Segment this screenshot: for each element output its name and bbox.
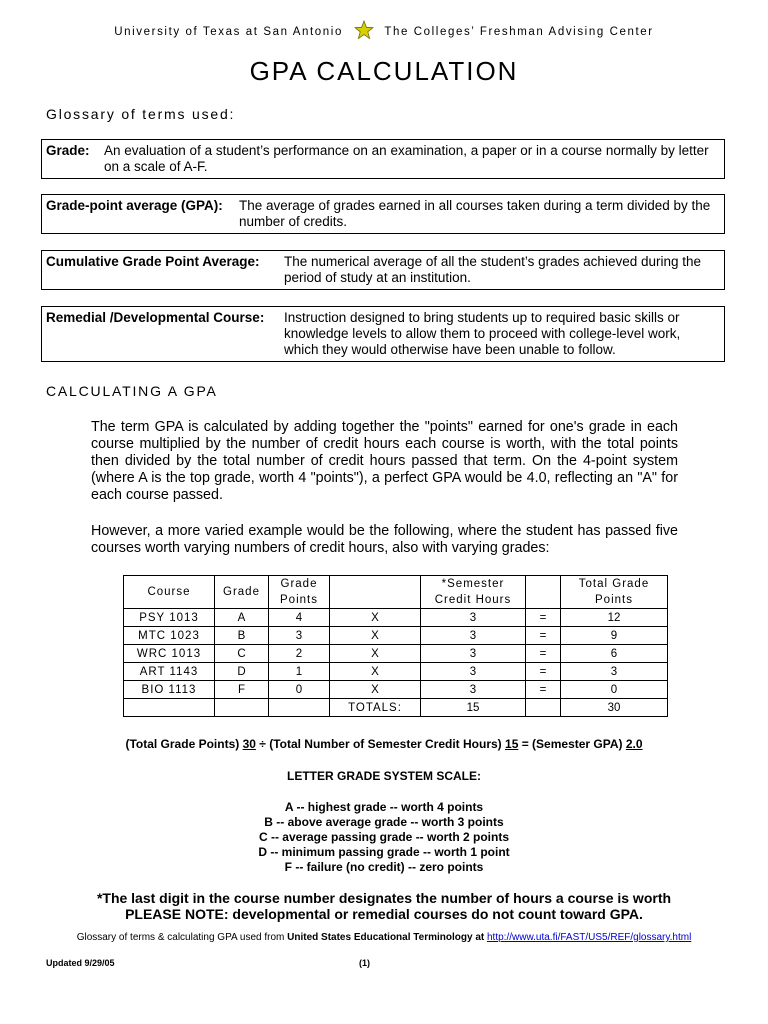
glossary-term: Cumulative Grade Point Average: xyxy=(46,254,260,269)
page-header xyxy=(0,20,768,40)
paragraph-example: However, a more varied example would be the following, where the student has passed five courses worth varying numbers of credit hours, also with varying grades: xyxy=(91,523,678,556)
cell-grade: C xyxy=(215,645,269,663)
scale-item: A -- highest grade -- worth 4 points xyxy=(284,800,484,814)
header-blank xyxy=(526,576,561,609)
gpa-example-table xyxy=(123,575,668,717)
cell-times: X xyxy=(330,663,421,681)
cell-points: 1 xyxy=(269,663,330,681)
cell-blank xyxy=(124,699,215,717)
cell-grade: F xyxy=(215,681,269,699)
page-number: (1) xyxy=(359,958,370,968)
glossary-entry-remedial xyxy=(41,306,725,362)
calculating-heading: CALCULATING A GPA xyxy=(46,383,218,399)
formula-gpa: 2.0 xyxy=(625,737,643,751)
cell-total: 3 xyxy=(561,663,668,681)
header-grade-points: Grade Points xyxy=(269,576,330,609)
cell-total: 12 xyxy=(561,609,668,627)
table-row xyxy=(124,645,668,663)
source-prefix: Glossary of terms & calculating GPA used from xyxy=(76,932,288,943)
cell-course: ART 1143 xyxy=(124,663,215,681)
cell-totals-credits: 15 xyxy=(421,699,526,717)
cell-times: X xyxy=(330,645,421,663)
page-title: GPA CALCULATION xyxy=(249,56,519,86)
table-totals-row xyxy=(124,699,668,717)
table-row xyxy=(124,663,668,681)
cell-grade: D xyxy=(215,663,269,681)
cell-equals: = xyxy=(526,627,561,645)
header-blank xyxy=(330,576,421,609)
header-grade: Grade xyxy=(215,576,269,609)
formula-text: (Total Grade Points) xyxy=(125,737,243,751)
cell-equals: = xyxy=(526,681,561,699)
cell-credits: 3 xyxy=(421,627,526,645)
cell-equals: = xyxy=(526,609,561,627)
cell-total: 9 xyxy=(561,627,668,645)
glossary-term: Grade-point average (GPA): xyxy=(46,198,223,213)
table-header-row xyxy=(124,576,668,609)
cell-points: 2 xyxy=(269,645,330,663)
scale-item: C -- average passing grade -- worth 2 points xyxy=(258,830,510,844)
cell-blank xyxy=(215,699,269,717)
cell-credits: 3 xyxy=(421,681,526,699)
cell-course: BIO 1113 xyxy=(124,681,215,699)
cell-credits: 3 xyxy=(421,663,526,681)
scale-heading: LETTER GRADE SYSTEM SCALE: xyxy=(286,769,481,783)
cell-equals: = xyxy=(526,663,561,681)
cell-total: 0 xyxy=(561,681,668,699)
glossary-definition: An evaluation of a student’s performance on an examination, a paper or in a course normally by letter on a scale of A-F. xyxy=(104,143,709,174)
cell-times: X xyxy=(330,627,421,645)
formula-total-points: 30 xyxy=(242,737,256,751)
cell-credits: 3 xyxy=(421,609,526,627)
source-bold: United States Educational Terminology at xyxy=(287,932,487,943)
header-university: University of Texas at San Antonio xyxy=(114,26,343,38)
cell-course: PSY 1013 xyxy=(124,609,215,627)
cell-grade: A xyxy=(215,609,269,627)
glossary-heading: Glossary of terms used: xyxy=(46,106,236,122)
header-total-points: Total Grade Points xyxy=(561,576,668,609)
star-icon xyxy=(354,20,374,40)
cell-times: X xyxy=(330,609,421,627)
cell-points: 4 xyxy=(269,609,330,627)
gpa-formula xyxy=(0,737,768,751)
glossary-link[interactable]: http://www.uta.fi/FAST/US5/REF/glossary.html xyxy=(486,932,692,943)
scale-item: D -- minimum passing grade -- worth 1 point xyxy=(258,845,510,859)
cell-times: X xyxy=(330,681,421,699)
formula-text: = (Semester GPA) xyxy=(518,737,626,751)
note-developmental: PLEASE NOTE: developmental or remedial courses do not count toward GPA. xyxy=(125,906,643,922)
header-credit-hours: *Semester Credit Hours xyxy=(421,576,526,609)
glossary-term: Remedial /Developmental Course: xyxy=(46,310,265,325)
formula-text: ÷ (Total Number of Semester Credit Hours) xyxy=(255,737,506,751)
cell-grade: B xyxy=(215,627,269,645)
header-course: Course xyxy=(124,576,215,609)
cell-points: 3 xyxy=(269,627,330,645)
cell-credits: 3 xyxy=(421,645,526,663)
cell-totals-label: TOTALS: xyxy=(330,699,421,717)
cell-blank xyxy=(269,699,330,717)
glossary-definition: The average of grades earned in all courses taken during a term divided by the number of credits. xyxy=(239,198,711,229)
paragraph-explanation: The term GPA is calculated by adding together the "points" earned for one's grade in each course multiplied by the number of credit hours each course is worth, with the total points then divided by the total number of credit hours passed that term. On the 4-point system (where A is the top grade, worth 4 "points"), a perfect GPA would be 4.0, reflecting an "A" for each course passed. xyxy=(91,419,678,503)
glossary-term: Grade: xyxy=(46,143,90,158)
note-course-number: *The last digit in the course number designates the number of hours a course is worth xyxy=(96,890,672,906)
formula-credit-hours: 15 xyxy=(505,737,519,751)
table-row xyxy=(124,627,668,645)
cell-course: WRC 1013 xyxy=(124,645,215,663)
scale-item: F -- failure (no credit) -- zero points xyxy=(284,860,484,874)
cell-blank xyxy=(526,699,561,717)
cell-points: 0 xyxy=(269,681,330,699)
cell-totals-points: 30 xyxy=(561,699,668,717)
table-row xyxy=(124,681,668,699)
glossary-definition: The numerical average of all the student’s grades achieved during the period of study at an institution. xyxy=(284,254,702,285)
glossary-entry-grade xyxy=(41,139,725,179)
glossary-definition: Instruction designed to bring students up to required basic skills or knowledge levels to allow them to proceed with college-level work, which they would otherwise have been unable to follow. xyxy=(284,310,681,357)
scale-item: B -- above average grade -- worth 3 points xyxy=(264,815,504,829)
updated-date: Updated 9/29/05 xyxy=(46,958,115,968)
cell-equals: = xyxy=(526,645,561,663)
header-center: The Colleges’ Freshman Advising Center xyxy=(384,26,654,38)
glossary-entry-gpa xyxy=(41,194,725,234)
source-citation xyxy=(0,932,768,943)
glossary-entry-cumulative xyxy=(41,250,725,290)
table-row xyxy=(124,609,668,627)
cell-total: 6 xyxy=(561,645,668,663)
cell-course: MTC 1023 xyxy=(124,627,215,645)
